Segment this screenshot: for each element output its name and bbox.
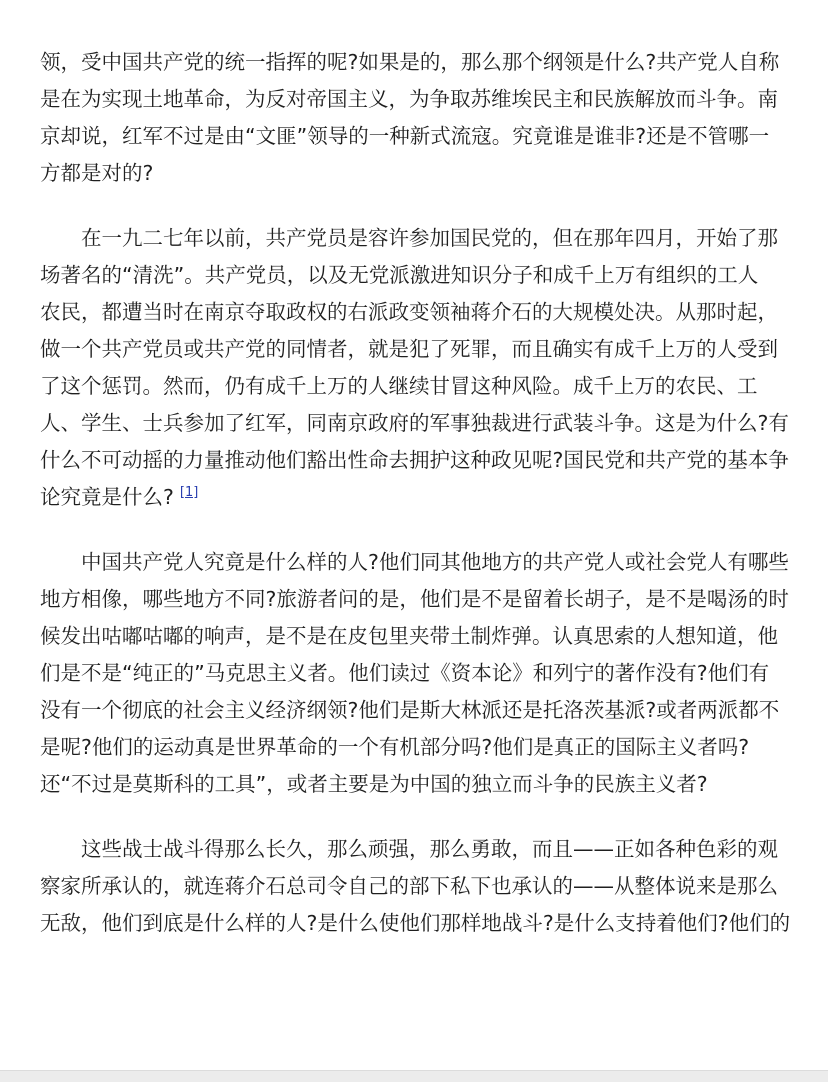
text-segment: 论究竟是什么? [40, 485, 174, 509]
text-line: 人、学生、士兵参加了红军，同南京政府的军事独裁进行武装斗争。这是为什么?有 [40, 411, 789, 435]
text-line: 农民，都遭当时在南京夺取政权的右派政变领袖蒋介石的大规模处决。从那时起， [40, 300, 778, 324]
text-line: 领，受中国共产党的统一指挥的呢?如果是的，那么那个纲领是什么?共产党人自称 [40, 50, 780, 74]
paragraph-2 [40, 220, 790, 516]
paragraph-1 [40, 44, 790, 192]
text-line: 们是不是“纯正的”马克思主义者。他们读过《资本论》和列宁的著作没有?他们有 [40, 661, 770, 685]
document-body [40, 44, 790, 970]
text-line: 地方相像，哪些地方不同?旅游者问的是，他们是不是留着长胡子，是不是喝汤的时 [40, 587, 789, 611]
text-line: 京却说，红军不过是由“文匪”领导的一种新式流寇。究竟谁是谁非?还是不管哪一 [40, 124, 770, 148]
text-line: 场著名的“清洗”。共产党员，以及无党派激进知识分子和成千上万有组织的工人 [40, 263, 759, 287]
footnote-link[interactable]: [1] [179, 485, 199, 501]
paragraph-3 [40, 544, 790, 803]
text-line: 还“不过是莫斯科的工具”，或者主要是为中国的独立而斗争的民族主义者? [40, 772, 708, 796]
text-line: 这些战士战斗得那么长久，那么顽强，那么勇敢，而且——正如各种色彩的观 [81, 837, 778, 861]
paragraph-4 [40, 831, 790, 942]
text-line: 是呢?他们的运动真是世界革命的一个有机部分吗?他们是真正的国际主义者吗? [40, 735, 750, 759]
text-line: 中国共产党人究竟是什么样的人?他们同其他地方的共产党人或社会党人有哪些 [81, 550, 789, 574]
text-line: 做一个共产党员或共产党的同情者，就是犯了死罪，而且确实有成千上万的人受到 [40, 337, 778, 361]
page-bottom-edge [0, 1070, 828, 1082]
text-line: 在一九二七年以前，共产党员是容许参加国民党的，但在那年四月，开始了那 [81, 226, 778, 250]
text-line: 是在为实现土地革命，为反对帝国主义，为争取苏维埃民主和民族解放而斗争。南 [40, 87, 778, 111]
text-line: 了这个惩罚。然而，仍有成千上万的人继续甘冒这种风险。成千上万的农民、工 [40, 374, 758, 398]
text-line-with-footnote [40, 479, 790, 516]
text-line: 无敌，他们到底是什么样的人?是什么使他们那样地战斗?是什么支持着他们?他们的 [40, 911, 791, 935]
text-line: 候发出咕嘟咕嘟的响声，是不是在皮包里夹带土制炸弹。认真思索的人想知道，他 [40, 624, 778, 648]
text-line: 察家所承认的，就连蒋介石总司令自己的部下私下也承认的——从整体说来是那么 [40, 874, 778, 898]
text-line: 什么不可动摇的力量推动他们豁出性命去拥护这种政见呢?国民党和共产党的基本争 [40, 448, 789, 472]
text-line: 没有一个彻底的社会主义经济纲领?他们是斯大林派还是托洛茨基派?或者两派都不 [40, 698, 780, 722]
text-line: 方都是对的? [40, 161, 154, 185]
